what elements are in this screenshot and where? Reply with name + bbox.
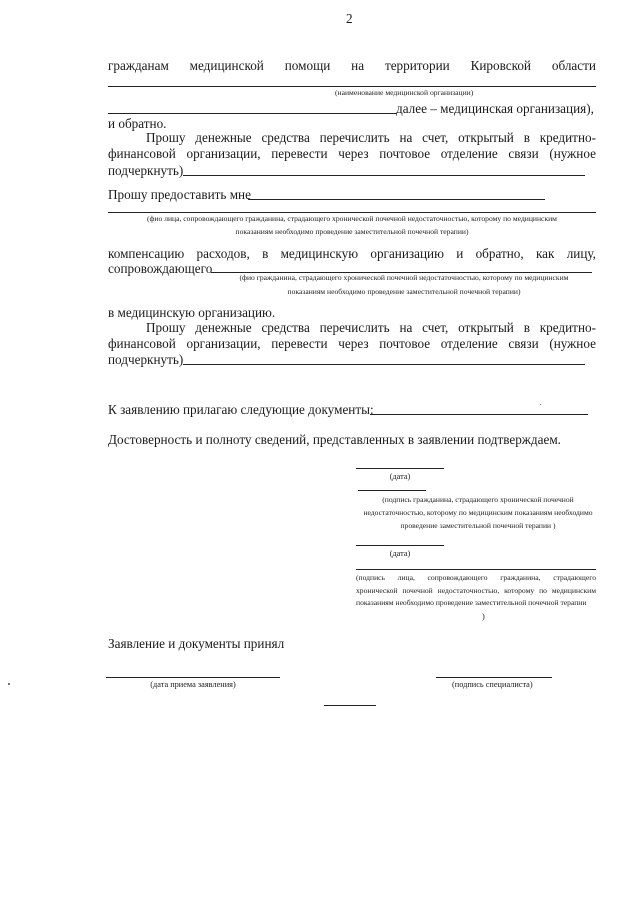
word: связи <box>508 336 539 351</box>
word: перевести <box>271 336 328 351</box>
p2-line3: подчеркнуть) <box>108 352 184 367</box>
date-underline-2 <box>356 545 444 546</box>
sign1-underline <box>358 490 426 491</box>
p1-line2 <box>108 146 596 162</box>
attach-underline <box>370 414 588 415</box>
comp-caption-1: (фио гражданина, страдающего хронической почечной недостаточностью, которому по медицинским <box>239 273 569 282</box>
org-underline-1 <box>108 86 596 87</box>
word: перечислить <box>319 320 390 335</box>
word: на <box>399 130 413 145</box>
word: на <box>399 320 413 335</box>
date-caption-2: (дата) <box>389 549 411 558</box>
word: финансовой <box>108 336 176 351</box>
word: медицинскую <box>280 246 359 261</box>
line3-tail: далее – медицинская организация), <box>396 101 594 116</box>
p2-line2 <box>108 336 596 352</box>
date-caption-1: (дата) <box>389 472 411 481</box>
word: организацию <box>370 246 444 261</box>
p1-line1 <box>146 130 596 146</box>
word: в <box>523 130 530 145</box>
line1-text <box>108 58 596 74</box>
confirm-text: Достоверность и полноту сведений, представленных в заявлении подтверждаем. <box>108 432 561 447</box>
word: (нужное <box>549 336 596 351</box>
word: финансовой <box>108 146 176 161</box>
word: перевести <box>271 146 328 161</box>
word: на <box>351 58 365 73</box>
word: почтовое <box>379 146 431 161</box>
word: области <box>551 58 596 73</box>
word: почтовое <box>379 336 431 351</box>
word: компенсацию <box>108 246 185 261</box>
scan-speck <box>8 683 10 685</box>
sign2-caption: (подпись лица, сопровождающего гражданина, страдающего хронической почечной недостаточностью, которому по медицинским показаниям необходимо проведение заместительной почечной терапии <box>356 573 596 607</box>
word: расходов, <box>196 246 250 261</box>
word: Кировской <box>470 58 531 73</box>
word: средства <box>261 320 310 335</box>
word: счет, <box>422 130 449 145</box>
provide-underline-2 <box>108 212 596 213</box>
scan-speck <box>540 404 541 405</box>
comp-line1 <box>108 246 596 262</box>
provide-label: Прошу предоставить мне <box>108 187 251 202</box>
word: (нужное <box>549 146 596 161</box>
word: открытый <box>458 320 514 335</box>
word: через <box>338 146 369 161</box>
word: гражданам <box>108 58 169 73</box>
word: и <box>456 246 464 261</box>
word: кредитно- <box>539 320 596 335</box>
word: денежные <box>195 320 252 335</box>
word: денежные <box>195 130 252 145</box>
word: лицу, <box>566 246 596 261</box>
sign2-underline <box>356 569 596 570</box>
accept-date-caption: (дата приема заявления) <box>150 680 236 689</box>
specialist-caption: (подпись специалиста) <box>452 680 533 689</box>
sign2-close: ) <box>482 612 485 621</box>
word: Прошу <box>146 320 186 335</box>
word: в <box>523 320 530 335</box>
word: Прошу <box>146 130 186 145</box>
date-underline-1 <box>356 468 444 469</box>
comp-line2: сопровождающего <box>108 261 213 276</box>
word: перечислить <box>319 130 390 145</box>
word: через <box>338 336 369 351</box>
provide-caption-2: показаниям необходимо проведение заместительной почечной терапии) <box>235 227 469 236</box>
comp-caption-2: показаниям необходимо проведение заместительной почечной терапии) <box>287 287 521 296</box>
org-caption: (наименование медицинской организации) <box>335 88 474 97</box>
word: в <box>262 246 269 261</box>
sign1-caption: (подпись гражданина, страдающего хронической почечной недостаточностью, которому по медицинским показаниям необходимо проведение заместительной почечной терапии ) <box>363 495 593 530</box>
word: кредитно- <box>539 130 596 145</box>
word: счет, <box>422 320 449 335</box>
p1-underline <box>183 175 585 176</box>
p2-underline <box>183 364 585 365</box>
word: обратно, <box>475 246 524 261</box>
word: помощи <box>284 58 331 73</box>
attach-label: К заявлению прилагаю следующие документы: <box>108 402 374 417</box>
line4: и обратно. <box>108 116 167 131</box>
provide-caption-1: (фио лица, сопровождающего гражданина, страдающего хронической почечной недостаточностью, которому по медицинским <box>146 214 557 223</box>
org-underline-2 <box>108 113 396 114</box>
word: средства <box>261 130 310 145</box>
comp-line3: в медицинскую организацию. <box>108 305 276 320</box>
p1-line3: подчеркнуть) <box>108 163 184 178</box>
specialist-underline <box>436 677 552 678</box>
word: отделение <box>440 146 498 161</box>
word: медицинской <box>189 58 264 73</box>
word: территории <box>384 58 450 73</box>
word: как <box>535 246 555 261</box>
page-number: 2 <box>346 11 353 26</box>
accept-date-underline <box>106 677 280 678</box>
word: организации, <box>186 336 261 351</box>
accepted-label: Заявление и документы принял <box>108 636 285 651</box>
provide-underline <box>248 199 545 200</box>
word: отделение <box>440 336 498 351</box>
word: связи <box>508 146 539 161</box>
p2-line1 <box>146 320 596 336</box>
word: организации, <box>186 146 261 161</box>
bottom-separator <box>324 705 376 706</box>
word: открытый <box>458 130 514 145</box>
